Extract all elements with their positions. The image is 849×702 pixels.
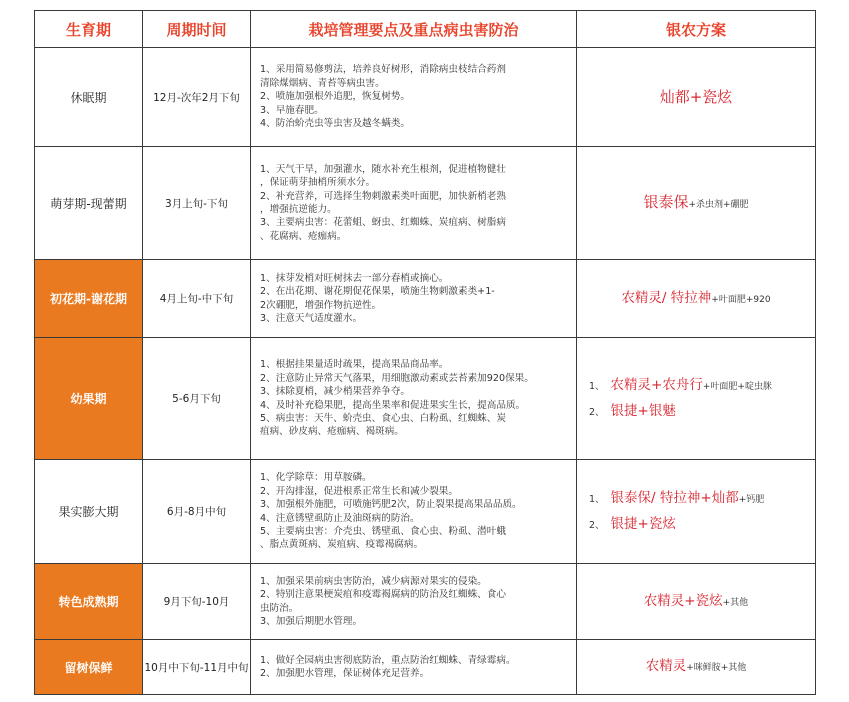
table-row <box>35 147 816 260</box>
solution-number: 2、 <box>589 519 605 531</box>
point-line: 1、根据挂果量适时疏果，提高果品商品率。 <box>260 359 449 371</box>
point-line: 2、开沟排湿，促进根系正常生长和减少裂果。 <box>260 485 458 497</box>
period-cell: 6月-8月中旬 <box>143 460 251 564</box>
point-line: 5、主要病虫害：介壳虫、锈壁虱、食心虫、粉虱、潜叶蛾 <box>260 525 506 537</box>
point-line: 1、化学除草：用草胺磷。 <box>260 472 372 484</box>
period-cell: 10月中下旬-11月中旬 <box>143 640 251 695</box>
stage-cell: 转色成熟期 <box>35 564 143 640</box>
point-line: ，保证萌芽抽梢所须水分。 <box>260 177 376 189</box>
table-row <box>35 460 816 564</box>
stage-cell: 留树保鲜 <box>35 640 143 695</box>
solution-cell <box>577 48 816 147</box>
solution-cell <box>577 564 816 640</box>
solution-line <box>577 589 815 615</box>
table-row <box>35 338 816 460</box>
solution-line <box>577 512 815 538</box>
points-cell <box>251 564 577 640</box>
period-cell: 4月上旬-中下旬 <box>143 260 251 338</box>
point-line: 2、在出花期、谢花期促花保果，喷施生物刺激素类+1- <box>260 286 495 298</box>
table-row <box>35 48 816 147</box>
stage-cell: 萌芽期-现蕾期 <box>35 147 143 260</box>
solution-cell <box>577 147 816 260</box>
solution-main: 银泰保/ 特拉神+灿都 <box>610 489 739 506</box>
points-cell <box>251 260 577 338</box>
solution-sub: +叶面肥+啶虫脒 <box>702 381 772 392</box>
stage-cell: 果实膨大期 <box>35 460 143 564</box>
points-cell <box>251 640 577 695</box>
point-line: 1、做好全园病虫害彻底防治，重点防治红蜘蛛、青绿霉病。 <box>260 654 516 666</box>
point-line: 4、注意锈壁虱防止及油斑病的防治。 <box>260 512 420 524</box>
solution-main: 银泰保 <box>643 192 689 211</box>
solution-sub: +钙肥 <box>738 494 765 505</box>
solution-line <box>577 190 815 217</box>
solution-number: 1、 <box>589 380 605 392</box>
solution-number: 2、 <box>589 406 605 418</box>
solution-main: 农精灵+农舟行 <box>610 376 703 393</box>
solution-main: 农精灵/ 特拉神 <box>621 289 712 306</box>
table-row <box>35 564 816 640</box>
stage-cell: 幼果期 <box>35 338 143 460</box>
points-cell <box>251 147 577 260</box>
points-cell <box>251 338 577 460</box>
solution-sub: +其他 <box>722 597 749 608</box>
point-line: 3、抹除夏梢，减少梢果营养争夺。 <box>260 386 411 398</box>
point-line: 2次硼肥，增强作物抗逆性。 <box>260 299 382 311</box>
solution-line <box>577 399 815 425</box>
period-cell: 9月下旬-10月 <box>143 564 251 640</box>
period-cell: 12月-次年2月下旬 <box>143 48 251 147</box>
point-line: 1、抹芽发梢对旺树抹去一部分春梢或摘心。 <box>260 272 449 284</box>
points-cell <box>251 460 577 564</box>
cultivation-table <box>34 10 816 695</box>
point-line: 5、病虫害：天牛、蚧壳虫、食心虫、白粉虱、红蜘蛛、炭 <box>260 412 506 424</box>
header-stage: 生育期 <box>35 11 143 48</box>
period-cell: 3月上旬-下旬 <box>143 147 251 260</box>
point-line: ，增强抗逆能力。 <box>260 204 337 215</box>
stage-cell: 初花期-谢花期 <box>35 260 143 338</box>
header-yinnong-solution: 银农方案 <box>577 11 816 48</box>
solution-cell <box>577 338 816 460</box>
solution-cell <box>577 640 816 695</box>
solution-line <box>577 373 815 399</box>
point-line: 3、早施春肥。 <box>260 104 324 116</box>
solution-number: 1、 <box>589 493 605 505</box>
point-line: 虫防治。 <box>260 602 299 614</box>
point-line: 疽病、砂皮病、疮痂病、褐斑病。 <box>260 426 404 438</box>
point-line: 3、注意天气适度灌水。 <box>260 312 363 324</box>
table-body <box>35 48 816 695</box>
solution-main: 农精灵+瓷炫 <box>643 592 723 609</box>
point-line: 3、加强根外施肥，可喷施钙肥2次，防止裂果提高果品品质。 <box>260 499 522 511</box>
solution-line <box>577 85 815 109</box>
header-row <box>35 11 816 48</box>
solution-line <box>577 286 815 312</box>
header-management-points: 栽培管理要点及重点病虫害防治 <box>251 11 577 48</box>
point-line: 1、采用简易修剪法，培养良好树形，消除病虫枝结合药剂 <box>260 64 506 76</box>
period-cell: 5-6月下旬 <box>143 338 251 460</box>
solution-cell <box>577 260 816 338</box>
table-row <box>35 640 816 695</box>
point-line: 1、天气干旱，加强灌水，随水补充生根剂，促进植物健壮 <box>260 163 506 175</box>
table-row <box>35 260 816 338</box>
point-line: 、脂点黄斑病、炭疽病、疫霉褐腐病。 <box>260 539 424 551</box>
solution-main: 农精灵 <box>645 658 687 674</box>
solution-main: 灿都+瓷炫 <box>659 88 733 106</box>
point-line: 4、防治蚧壳虫等虫害及越冬螨类。 <box>260 118 411 130</box>
solution-cell <box>577 460 816 564</box>
solution-sub: +咪鲜胺+其他 <box>686 663 747 673</box>
point-line: 2、加强肥水管理，保证树体充足营养。 <box>260 668 430 679</box>
point-line: 2、特别注意果梗炭疽和疫霉褐腐病的防治及红蜘蛛、食心 <box>260 589 506 601</box>
point-line: 2、喷施加强根外追肥，恢复树势。 <box>260 91 411 103</box>
solution-sub: +杀虫剂+硼肥 <box>688 199 749 210</box>
point-line: 清除煤烟病、青苔等病虫害。 <box>260 77 385 89</box>
point-line: 3、主要病虫害：花蕾蛆、蚜虫、红蜘蛛、炭疽病、树脂病 <box>260 217 506 229</box>
solution-main: 银捷+瓷炫 <box>610 515 676 532</box>
point-line: 2、注意防止异常天气落果，用细胞激动素或芸苔素加920保果。 <box>260 372 534 384</box>
point-line: 1、加强采果前病虫害防治，减少病源对果实的侵染。 <box>260 575 487 587</box>
solution-main: 银捷+银魅 <box>610 402 676 419</box>
point-line: 3、加强后期肥水管理。 <box>260 615 363 627</box>
point-line: 2、补充营养，可选择生物刺激素类叶面肥，加快新梢老熟 <box>260 190 506 202</box>
solution-line <box>577 486 815 512</box>
stage-cell: 休眠期 <box>35 48 143 147</box>
point-line: 4、及时补充稳果肥，提高坐果率和促进果实生长，提高品质。 <box>260 399 526 411</box>
header-period: 周期时间 <box>143 11 251 48</box>
point-line: 、花腐病、疮痂病。 <box>260 230 347 242</box>
solution-sub: +叶面肥+920 <box>711 294 771 305</box>
points-cell <box>251 48 577 147</box>
solution-line <box>577 654 815 680</box>
